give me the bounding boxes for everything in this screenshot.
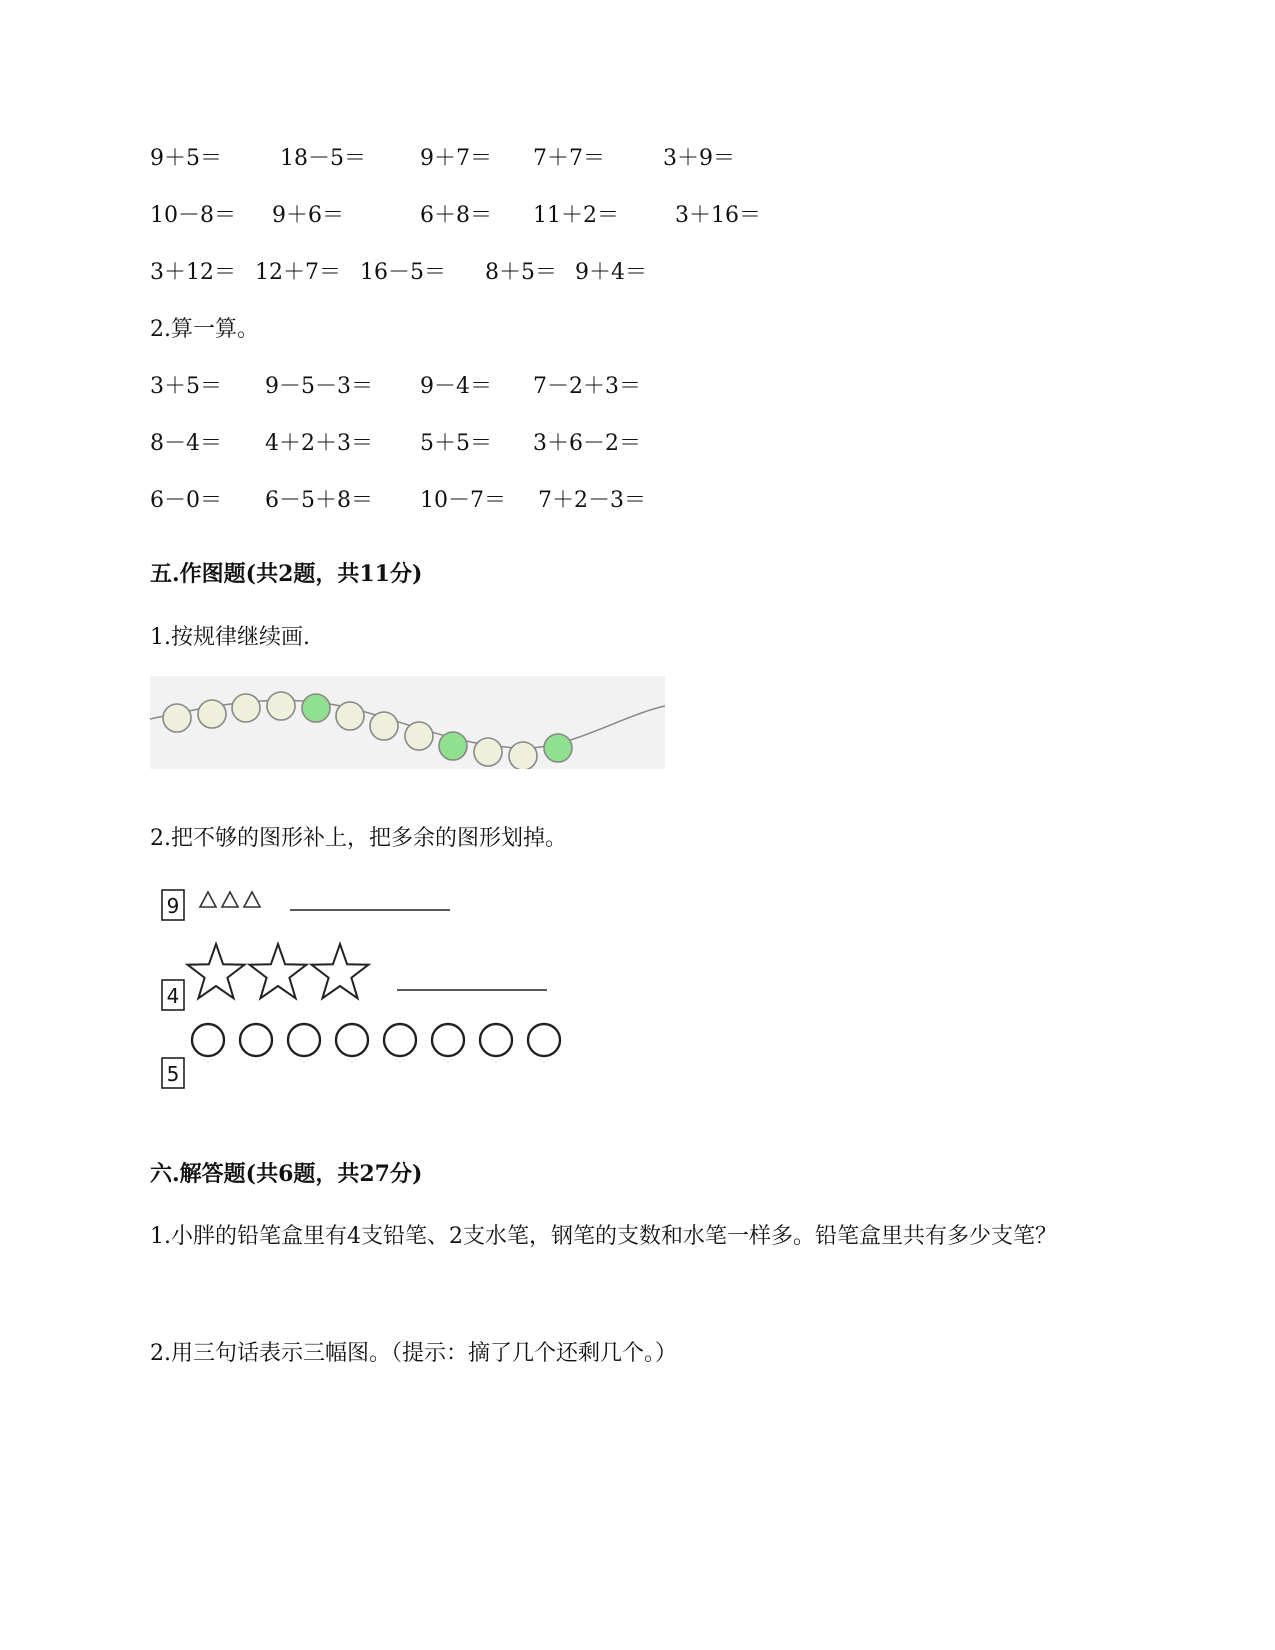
star-shape [250,944,307,998]
expression: 18－5＝ [280,146,366,171]
expression: 12＋7＝ [255,260,341,285]
expression: 7－2＋3＝ [533,374,641,399]
white-bead [267,692,295,720]
star-shape [188,944,245,998]
expression: 3＋9＝ [663,146,735,171]
expression: 6＋8＝ [420,203,492,228]
expression: 3＋5＝ [150,374,222,399]
expression: 6－5＋8＝ [265,488,373,513]
section-heading: 五.作图题(共2题，共11分) [150,561,423,587]
expression: 11＋2＝ [533,203,619,228]
expression: 4＋2＋3＝ [265,431,373,456]
white-bead [509,742,537,769]
expression: 9－4＝ [420,374,492,399]
expression: 5＋5＝ [420,431,492,456]
expression: 9＋4＝ [575,260,647,285]
green-bead [544,734,572,762]
figure-background [150,676,665,769]
bead-string-figure [150,676,665,769]
expression: 16－5＝ [360,260,446,285]
circle-shape [480,1024,512,1056]
green-bead [302,694,330,722]
white-bead [405,722,433,750]
white-bead [232,694,260,722]
expression: 9＋5＝ [150,146,222,171]
expression: 9－5－3＝ [265,374,373,399]
triangle-shape [200,892,216,907]
green-bead [439,732,467,760]
expression: 8＋5＝ [485,260,557,285]
white-bead [474,738,502,766]
star-shape [312,944,369,998]
bead-string [150,676,665,769]
number-label: 4 [166,984,180,1008]
circle-shape [240,1024,272,1056]
question-text: 1.小胖的铅笔盒里有4支铅笔、2支水笔，钢笔的支数和水笔一样多。铅笔盒里共有多少支笔？ [150,1224,1057,1249]
expression: 9＋6＝ [272,203,344,228]
white-bead [336,702,364,730]
expression: 6－0＝ [150,488,222,513]
circle-shape [288,1024,320,1056]
white-bead [198,700,226,728]
circle-shape [384,1024,416,1056]
expression: 10－7＝ [420,488,506,513]
number-label: 9 [166,894,180,918]
question-text: 2.把不够的图形补上，把多余的图形划掉。 [150,826,567,851]
question-title: 2.算一算。 [150,317,259,342]
circle-shape [336,1024,368,1056]
white-bead [370,712,398,740]
triangle-shape [244,892,260,907]
section-heading: 六.解答题(共6题，共27分) [150,1161,423,1187]
white-bead [163,704,191,732]
circle-shape [432,1024,464,1056]
expression: 9＋7＝ [420,146,492,171]
expression: 8－4＝ [150,431,222,456]
expression: 3＋12＝ [150,260,236,285]
question-text: 2.用三句话表示三幅图。（提示：摘了几个还剩几个。） [150,1341,677,1366]
expression: 3＋6－2＝ [533,431,641,456]
expression: 7＋2－3＝ [538,488,646,513]
circle-shape [528,1024,560,1056]
shape-rows [160,880,600,1100]
circle-shape [192,1024,224,1056]
question-text: 1.按规律继续画. [150,625,310,650]
shape-rows-figure [160,880,600,1100]
number-label: 5 [166,1062,180,1086]
expression: 7＋7＝ [533,146,605,171]
triangle-shape [222,892,238,907]
expression: 3＋16＝ [675,203,761,228]
expression: 10－8＝ [150,203,236,228]
